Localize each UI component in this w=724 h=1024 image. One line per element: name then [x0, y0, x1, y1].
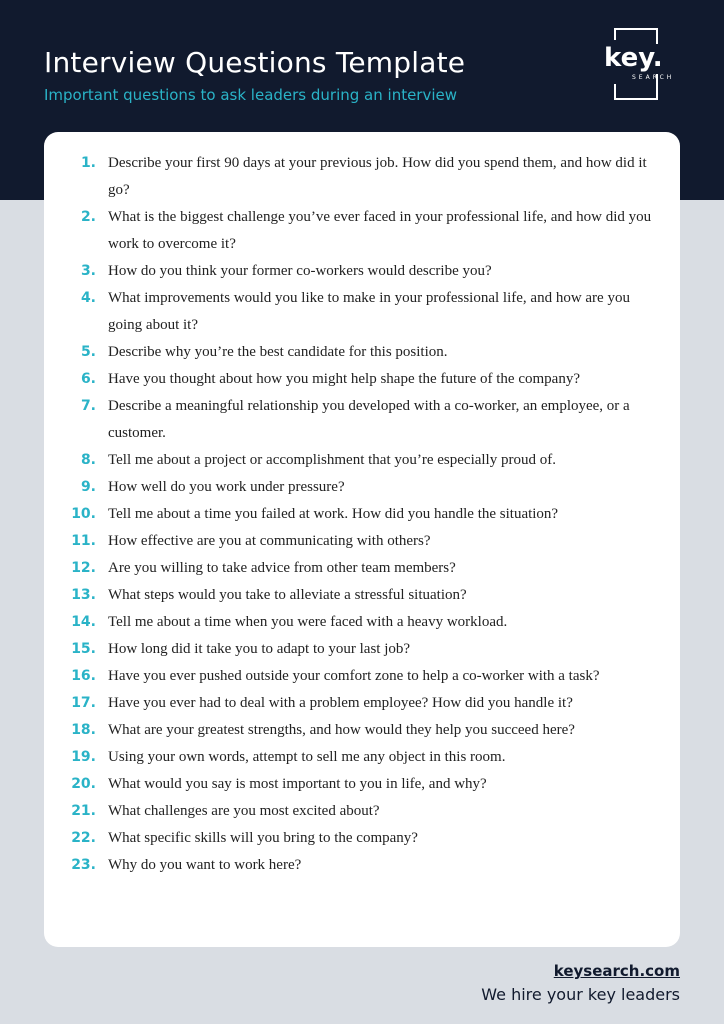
question-item: [44, 582, 680, 609]
question-text: How do you think your former co-workers would describe you?: [108, 263, 492, 279]
question-text: What specific skills will you bring to the company?: [108, 830, 418, 846]
question-item: [44, 636, 680, 663]
question-number: 1.: [80, 155, 96, 171]
question-text: Tell me about a time you failed at work. How did you handle the situation?: [108, 506, 559, 522]
logo-wordmark: key.: [602, 44, 676, 74]
logo-frame-edge: [614, 28, 616, 40]
question-number: 4.: [80, 290, 96, 306]
question-number: 17.: [71, 695, 96, 711]
question-number: 15.: [71, 641, 96, 657]
question-item: [44, 474, 680, 501]
question-item: [44, 393, 680, 447]
question-text: How effective are you at communicating with others?: [108, 533, 431, 549]
keysearch-logo: [602, 28, 675, 104]
question-item: [44, 609, 680, 636]
question-number: 6.: [80, 371, 96, 387]
website-link[interactable]: keysearch.com: [553, 962, 680, 980]
question-number: 20.: [71, 776, 96, 792]
question-text: Using your own words, attempt to sell me any object in this room.: [108, 749, 506, 765]
questions-list: [44, 150, 680, 879]
question-number: 7.: [80, 398, 96, 414]
question-text: How well do you work under pressure?: [108, 479, 345, 495]
question-text: How long did it take you to adapt to your last job?: [108, 641, 411, 657]
question-text: What would you say is most important to you in life, and why?: [108, 776, 487, 792]
question-item: [44, 798, 680, 825]
question-item: [44, 447, 680, 474]
question-text: Describe a meaningful relationship you developed with a co-worker, an employee, or a customer.: [108, 398, 630, 441]
question-text: What are your greatest strengths, and how would they help you succeed here?: [108, 722, 575, 738]
question-number: 22.: [71, 830, 96, 846]
question-text: Have you ever pushed outside your comfort zone to help a co-worker with a task?: [108, 668, 600, 684]
question-number: 10.: [71, 506, 96, 522]
question-item: [44, 285, 680, 339]
question-text: Tell me about a project or accomplishment that you’re especially proud of.: [108, 452, 556, 468]
question-number: 16.: [71, 668, 96, 684]
question-text: What is the biggest challenge you’ve ever faced in your professional life, and how did you work to overcome it?: [108, 209, 652, 252]
question-text: What improvements would you like to make in your professional life, and how are you going about it?: [108, 290, 630, 333]
question-number: 2.: [80, 209, 96, 225]
question-number: 14.: [71, 614, 96, 630]
question-number: 12.: [71, 560, 96, 576]
question-number: 3.: [80, 263, 96, 279]
questions-card: [44, 132, 680, 947]
question-number: 11.: [71, 533, 96, 549]
question-item: [44, 852, 680, 879]
question-number: 8.: [80, 452, 96, 468]
logo-frame-edge: [614, 84, 616, 100]
question-number: 9.: [80, 479, 96, 495]
question-item: [44, 204, 680, 258]
question-item: [44, 528, 680, 555]
question-item: [44, 690, 680, 717]
question-number: 23.: [71, 857, 96, 873]
question-item: [44, 150, 680, 204]
page-title: Interview Questions Template: [44, 46, 466, 79]
question-text: Have you ever had to deal with a problem employee? How did you handle it?: [108, 695, 573, 711]
question-number: 13.: [71, 587, 96, 603]
footer-tagline: We hire your key leaders: [481, 985, 680, 1004]
question-text: What challenges are you most excited about?: [108, 803, 380, 819]
page-subtitle: Important questions to ask leaders during an interview: [44, 86, 458, 104]
question-item: [44, 744, 680, 771]
question-item: [44, 771, 680, 798]
question-item: [44, 717, 680, 744]
question-number: 21.: [71, 803, 96, 819]
question-number: 19.: [71, 749, 96, 765]
question-text: Have you thought about how you might help shape the future of the company?: [108, 371, 580, 387]
question-item: [44, 258, 680, 285]
question-text: Describe why you’re the best candidate for this position.: [108, 344, 448, 360]
question-item: [44, 825, 680, 852]
question-item: [44, 366, 680, 393]
question-item: [44, 501, 680, 528]
question-text: Describe your first 90 days at your previous job. How did you spend them, and how did it go?: [108, 155, 647, 198]
question-text: Are you willing to take advice from other team members?: [108, 560, 456, 576]
question-text: Tell me about a time when you were faced with a heavy workload.: [108, 614, 508, 630]
question-number: 18.: [71, 722, 96, 738]
question-number: 5.: [80, 344, 96, 360]
question-item: [44, 339, 680, 366]
question-item: [44, 555, 680, 582]
question-text: Why do you want to work here?: [108, 857, 302, 873]
question-item: [44, 663, 680, 690]
question-text: What steps would you take to alleviate a stressful situation?: [108, 587, 467, 603]
logo-subtext: SEARCH: [632, 74, 675, 81]
